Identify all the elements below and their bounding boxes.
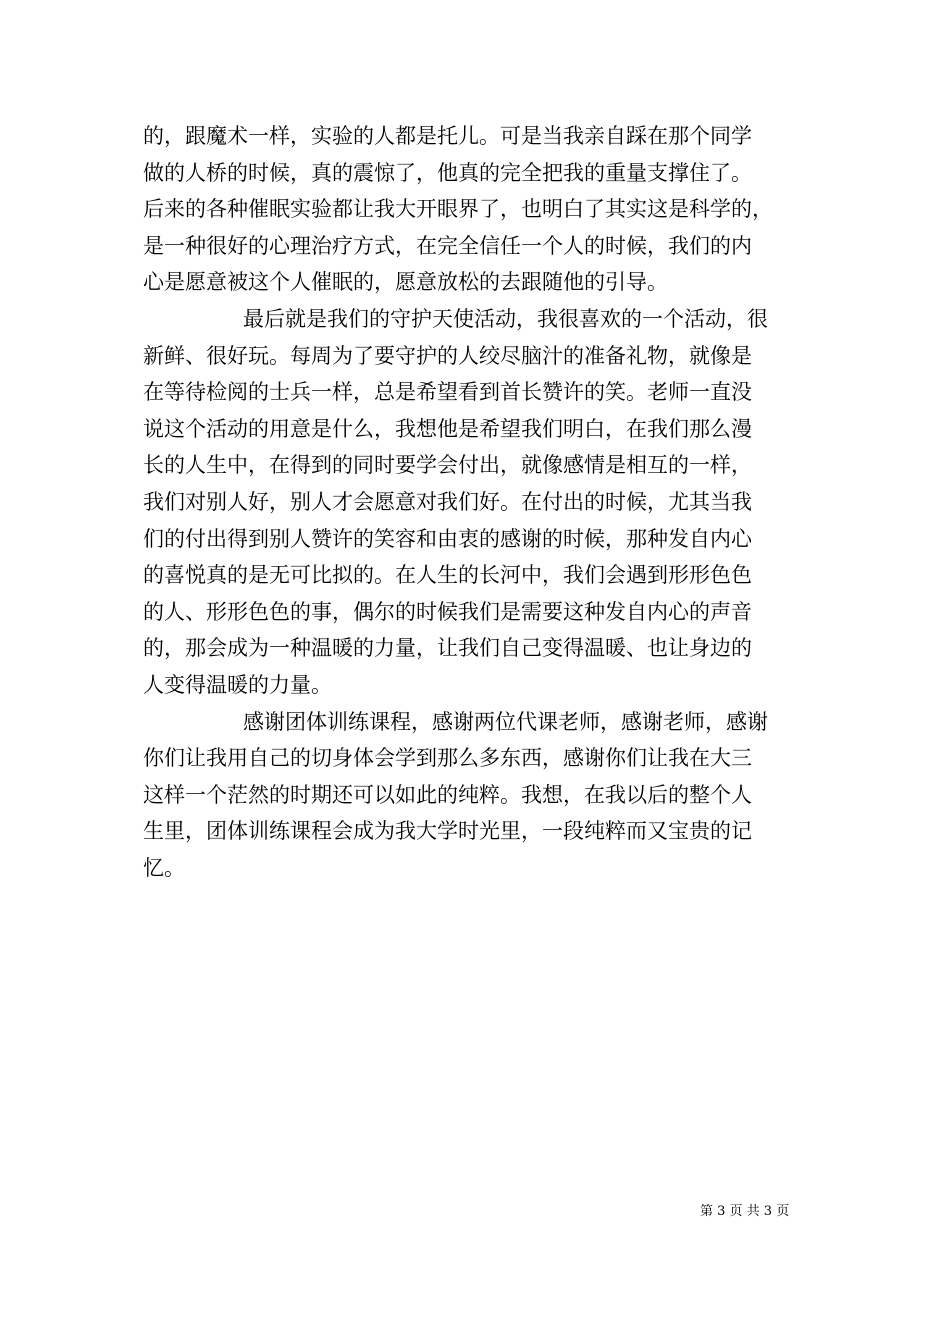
paragraph-first-line: 最后就是我们的守护天使活动，我很喜欢的一个活动，很 (243, 306, 768, 331)
text-line: 们的付出得到别人赞许的笑容和由衷的感谢的时候，那种发自内心 (143, 526, 752, 551)
text-line: 是一种很好的心理治疗方式，在完全信任一个人的时候，我们的内 (143, 233, 752, 258)
text-line: 心是愿意被这个人催眠的，愿意放松的去跟随他的引导。 (143, 270, 668, 295)
text-line: 你们让我用自己的切身体会学到那么多东西，感谢你们让我在大三 (143, 746, 752, 771)
page-number-footer: 第 3 页 共 3 页 (700, 1204, 790, 1219)
text-line: 生里，团体训练课程会成为我大学时光里，一段纯粹而又宝贵的记 (143, 819, 752, 844)
text-line: 长的人生中，在得到的同时要学会付出，就像感情是相互的一样， (143, 453, 752, 478)
text-line: 的喜悦真的是无可比拟的。在人生的长河中，我们会遇到形形色色 (143, 563, 752, 588)
text-line: 说这个活动的用意是什么，我想他是希望我们明白，在我们那么漫 (143, 416, 752, 441)
text-line: 的，跟魔术一样，实验的人都是托儿。可是当我亲自踩在那个同学 (143, 124, 752, 148)
text-line: 我们对别人好，别人才会愿意对我们好。在付出的时候，尤其当我 (143, 489, 752, 514)
text-line: 的人、形形色色的事，偶尔的时候我们是需要这种发自内心的声音 (143, 599, 752, 624)
text-line: 做的人桥的时候，真的震惊了，他真的完全把我的重量支撑住了。 (143, 160, 752, 185)
paragraph-first-line: 感谢团体训练课程，感谢两位代课老师，感谢老师，感谢 (243, 709, 768, 734)
text-line: 这样一个茫然的时期还可以如此的纯粹。我想，在我以后的整个人 (143, 782, 752, 807)
text-line: 在等待检阅的士兵一样，总是希望看到首长赞许的笑。老师一直没 (143, 380, 752, 405)
text-line: 人变得温暖的力量。 (143, 672, 332, 697)
text-line: 忆。 (143, 855, 185, 880)
body-text (143, 118, 808, 886)
text-line: 新鲜、很好玩。每周为了要守护的人绞尽脑汁的准备礼物，就像是 (143, 343, 752, 368)
text-line: 的，那会成为一种温暖的力量，让我们自己变得温暖、也让身边的 (143, 636, 752, 661)
text-line: 后来的各种催眠实验都让我大开眼界了，也明白了其实这是科学的， (143, 197, 773, 222)
